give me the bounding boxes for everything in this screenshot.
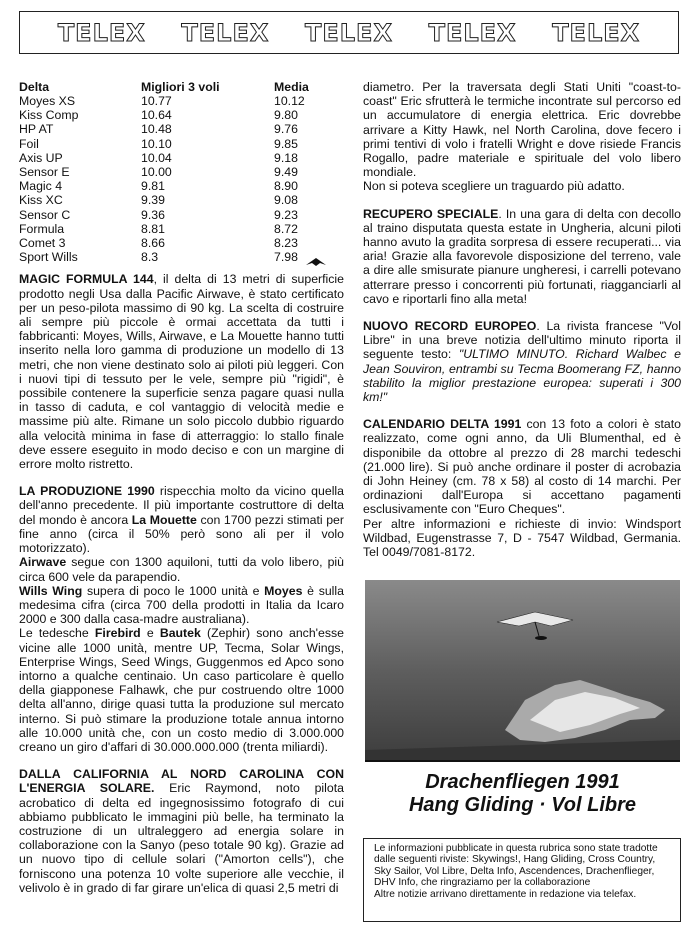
article-text: segue con 1300 aquiloni, tutti da volo libero, più circa 600 vele da parapendio. [19,555,344,584]
telex-header [19,11,679,54]
ranking-delta: Axis UP [19,150,63,165]
article-text: diametro. Per la traversata degli Stati Uniti "coast-to-coast" Eric sfrutterà le termiche incontrate sul percorso ed un accumulatore di energia elettrica. Eric dovrebbe arrivare a Kitty Hawk, nel North Carolina, dove fecero i primi tentivi di volo i fratelli Wright e dove risiede Francis Rogallo, padre materiale e spirituale del volo libero mondiale. [363,80,681,180]
ranking-row [19,165,329,179]
ranking-row [19,250,329,264]
telex-word: TELEX [57,18,146,47]
telex-word: TELEX [552,18,641,47]
ranking-row [19,94,329,108]
brand-name: Wills Wing [19,583,83,598]
ranking-best3: 8.3 [141,250,159,265]
article-california-closing [363,179,681,193]
ranking-media: 9.18 [274,150,298,165]
brand-name: Firebird [94,626,141,641]
article-produzione-airwave [19,555,344,583]
ranking-row [19,122,329,136]
ranking-delta: Moyes XS [19,94,76,108]
ranking-media: 8.90 [274,179,298,194]
article-california-cont [363,80,681,179]
article-text: . La rivista francese "Vol Libre" in una breve notizia dell'ultimo minuto riporta il seguente testo: [363,319,681,362]
article-text: , il delta di 13 metri di superficie prodotto negli Usa dalla Pacific Airwave, è stato certificato per un peso-pilota massimo di 90 kg. La scelta di costruire ali sempre più piccole è ormai accettata da tutti i fabbricanti: Moyes, Wills, Airwave, e La Mouette hanno tutti inserito nella loro gamma di produzione un modello di 13 metri, che non viene destinato solo ai piloti più leggeri. Con i nuovi tipi di tessuto per le vele, sempre più "rigidi", è possibile contenere la superficie senza pagare quasi nulla in tasso di caduta, e col vantaggio di velocità medie e massime più alte. Rimane un solo piccolo dubbio riguardo alla velocità minima in fase di atterraggio: lo stallo finale deve essere eseguito in modo deciso e con un margine di errore molto ristretto. [19,272,344,472]
ranking-delta: Magic 4 [19,179,63,194]
ranking-media: 9.85 [274,136,298,151]
article-text: Le tedesche [19,626,95,641]
ranking-delta: Sensor E [19,165,70,180]
ranking-row [19,193,329,207]
ranking-media: 8.23 [274,236,298,251]
ranking-row [19,179,329,193]
ranking-best3: 10.00 [141,165,172,180]
landscape-image [365,580,680,762]
left-column [19,80,344,895]
article-text: rispecchia molto da vicino quella dell'anno precedente. Il più importante costruttore di delta del mondo è ancora [19,484,345,527]
photo-caption-line: Hang Gliding · Vol Libre [408,793,637,816]
ranking-header: Migliori 3 voli [141,80,220,94]
brand-name: Moyes [264,583,303,598]
ranking-best3: 10.64 [141,108,172,123]
article-text: è sulla medesima cifra (circa 700 della prodotti in Italia da Icaro 2000 e 300 dalla casa-madre australiana). [19,583,344,627]
ranking-best3: 9.36 [141,207,165,222]
article-california [19,767,344,895]
ranking-row [19,151,329,165]
article-title: RECUPERO SPECIALE [363,206,499,221]
hang-glider-icon [305,256,327,268]
telex-word: TELEX [181,18,270,47]
article-text: con 13 foto a colori è stato realizzato, come ogni anno, da Uli Blumenthal, ed è disponibile da ottobre al prezzo di 28 marchi tedeschi (21.000 lire). Si può anche ordinare il poster di acrobazia di John Heiney (cm. 78 x 58) al costo di 14 marchi. Per ordinazioni dall'Europa si accettano pagamenti esclusivamente con "Euro Cheques". [363,417,681,517]
ranking-header: Media [274,80,309,94]
ranking-row [19,137,329,151]
ranking-best3: 8.66 [141,236,165,251]
article-text: Non si poteva scegliere un traguardo più adatto. [363,179,625,194]
ranking-row [19,108,329,122]
article-text: supera di poco le 1000 unità e [82,583,265,598]
ranking-best3: 9.39 [141,193,165,208]
article-produzione-wills [19,584,344,627]
article-title: LA PRODUZIONE 1990 [19,484,155,499]
article-title: NUOVO RECORD EUROPEO [363,319,537,334]
hang-glider-silhouette [495,610,575,646]
article-produzione-tedesche [19,626,344,754]
article-recupero [363,207,681,306]
ranking-media: 8.72 [274,221,298,236]
article-record [363,319,681,404]
brand-name: La Mouette [131,512,197,527]
article-text: Per altre informazioni e richieste di invio: Windsport Wildbad, Eugenstrasse 7, D - 7547 Wildbad, Germania. Tel 0049/7081-8172. [363,516,681,560]
article-text: (Zephir) sono anch'esse vicine alle 1000 unità, mentre UP, Tecma, Solar Wings, Enterprise Wings, Seed Wings, Guggenmos ed Apco sono intorno a qualche centinaio. Un caso particolare è quello della giapponese Falhawk, che pur costruendo oltre 1000 delta all'anno, dirige quasi tutta la produzione sul mercato interno. Si può stimare la produzione totale annua intorno alle 10.000 unità che, con un costo medio di 3.000.000 creano un giro d'affari di 30.000.000.000 (trenta miliardi). [19,626,344,754]
ranking-table [19,80,329,264]
calendar-photo [365,580,680,825]
ranking-best3: 10.48 [141,122,172,137]
ranking-media: 9.08 [274,193,298,208]
ranking-delta: Sensor C [19,207,71,222]
article-text: . In una gara di delta con decollo al traino disputata questa estate in Ungheria, alcuni piloti hanno avuto la gradita sorpresa di essere recuperati... via aria! Grazie alla favorevole disposizione del terreno, vale a dire alle smisurate pianure ungheresi, i carrelli potevano atterrare presso i concorrenti più fortunati, riagganciarli al cavo e riportarli fino alla meta! [363,206,681,306]
ranking-media: 7.98 [274,250,298,265]
telex-word: TELEX [305,18,393,47]
ranking-media: 10.12 [274,94,305,108]
ranking-best3: 10.77 [141,94,172,108]
ranking-row [19,208,329,222]
ranking-delta: Formula [19,221,65,236]
article-title: DALLA CALIFORNIA AL NORD CAROLINA CON L'ENERGIA SOLARE. [19,767,344,796]
ranking-header: Delta [19,80,50,94]
ranking-row [19,222,329,236]
article-produzione [19,484,344,555]
ranking-best3: 10.04 [141,150,172,165]
ranking-delta: HP AT [19,122,54,137]
ranking-media: 9.80 [274,108,298,123]
ranking-media: 9.23 [274,207,298,222]
article-calendario [363,417,681,516]
ranking-best3: 10.10 [141,136,172,151]
ranking-delta: Comet 3 [19,236,66,251]
sources-note: Altre notizie arrivano direttamente in redazione via telefax. [374,888,637,900]
brand-name: Airwave [19,555,67,570]
ranking-media: 9.49 [274,165,298,180]
brand-name: Bautek [159,626,201,641]
ranking-header-row [19,80,329,94]
sources-text: Le informazioni pubblicate in questa rubrica sono state tradotte dalle seguenti riviste: Skywings!, Hang Gliding, Cross Country, Sky Sailor, Vol Libre, Delta Info, Ascendences, Drachenflieger, DHV Info, che ringraziamo per la collaborazione [374,843,658,889]
ranking-best3: 8.81 [141,221,165,236]
article-quote: "ULTIMO MINUTO. Richard Walbec e Jean Souviron, entrambi su Tecma Boomerang FZ, hanno stabilito la miglior prestazione europea: superati i 300 km!" [363,347,681,405]
ranking-delta: Sport Wills [19,250,78,265]
ranking-best3: 9.81 [141,179,165,194]
ranking-row [19,236,329,250]
article-title: MAGIC FORMULA 144 [19,272,154,287]
right-column [363,80,681,559]
ranking-delta: Foil [19,136,39,151]
ranking-delta: Kiss Comp [19,108,79,123]
article-text: con 1700 pezzi stimati per fine anno (circa il 50% però sono ali per il volo motorizzato). [19,512,344,556]
sources-info-box [363,838,681,922]
article-title: CALENDARIO DELTA 1991 [363,417,522,432]
ranking-media: 9.76 [274,122,298,137]
article-magic-formula [19,272,344,471]
photo-caption-line: Drachenfliegen 1991 [425,770,620,793]
article-text: e [140,626,160,641]
photo-caption-box [365,760,680,825]
ranking-delta: Kiss XC [19,193,63,208]
article-calendario-contact [363,517,681,560]
telex-word: TELEX [428,18,517,47]
article-text: Eric Raymond, noto pilota acrobatico di delta ed ingegnosissimo fotografo di cui abbiamo pubblicato le immagini più belle, ha terminato la costruzione di un ultraleggero ad energia solare in collaborazione con la Sanyo (peso totale 90 kg). Grazie ad un nuovo tipo di cellule solari ("Amorton cells"), che forniscono una potenza 10 volte superiore alle vecchie, il velivolo è in grado di far girare un'elica di quasi 2,5 metri di [19,781,344,895]
